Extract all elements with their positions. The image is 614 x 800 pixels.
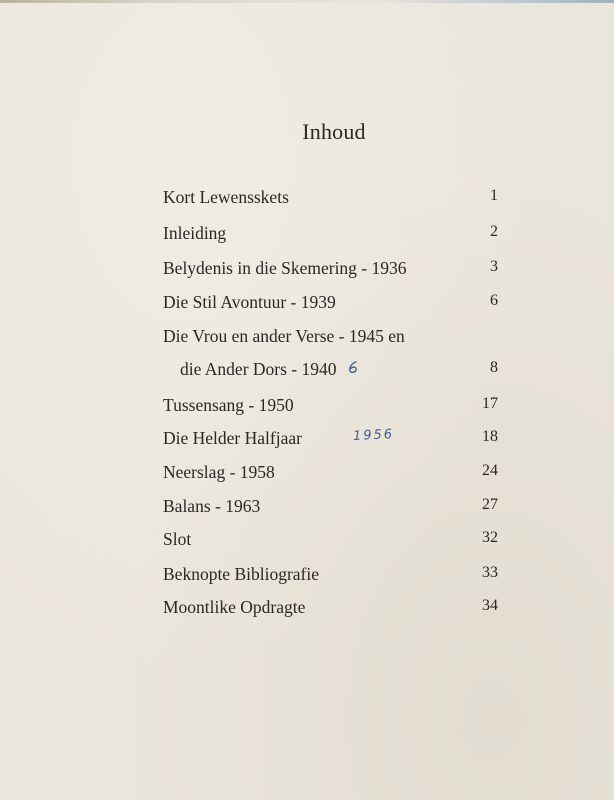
toc-entry-page: 34 [482,597,498,614]
toc-entry [163,187,498,211]
toc-entry [163,223,498,247]
toc-entry-title: die Ander Dors - 1940 [180,359,337,379]
toc-entry [163,496,498,520]
toc-entry [163,258,498,282]
toc-entry-title: Moontlike Opdragte [163,597,306,617]
toc-entry-page: 6 [490,292,498,309]
toc-entry-title: Kort Lewensskets [163,187,289,207]
toc-entry [163,462,498,486]
toc-entry-title: Neerslag - 1958 [163,462,275,482]
toc-entry-title: Slot [163,529,192,549]
toc-entry [163,597,498,621]
toc-entry-page: 33 [482,564,498,581]
toc-entry-title: Die Helder Halfjaar [163,428,302,448]
toc-entry [163,428,498,452]
toc-entry-page: 1 [490,187,498,204]
toc-entry-title: Balans - 1963 [163,496,261,516]
handwritten-correction-mark [347,360,359,374]
toc-entry-title: Die Stil Avontuur - 1939 [163,292,336,312]
toc-entry [163,326,498,350]
toc-entry-title: Die Vrou en ander Verse - 1945 en [163,326,405,346]
toc-entry-title: Belydenis in die Skemering - 1936 [163,258,407,278]
toc-entry [163,292,498,316]
page-edge [0,0,614,3]
toc-entry-page: 3 [490,258,498,275]
toc-entry-title: Inleiding [163,223,227,243]
handwritten-note: 1956 [352,426,395,445]
toc-entry-page: 8 [490,359,498,376]
toc-entry-page: 18 [482,428,498,445]
toc-entry [163,359,498,383]
page-title: Inhoud [302,119,366,144]
toc-entry-page: 17 [482,395,498,412]
toc-entry-page: 27 [482,496,498,513]
toc-entry-page: 24 [482,462,498,479]
toc-entry [163,529,498,553]
toc-entry [163,564,498,588]
toc-entry-page: 32 [482,529,498,546]
toc-entry-title: Beknopte Bibliografie [163,564,320,584]
toc-entry [163,395,498,419]
toc-entry-page: 2 [490,223,498,240]
toc-entry-title: Tussensang - 1950 [163,395,294,415]
